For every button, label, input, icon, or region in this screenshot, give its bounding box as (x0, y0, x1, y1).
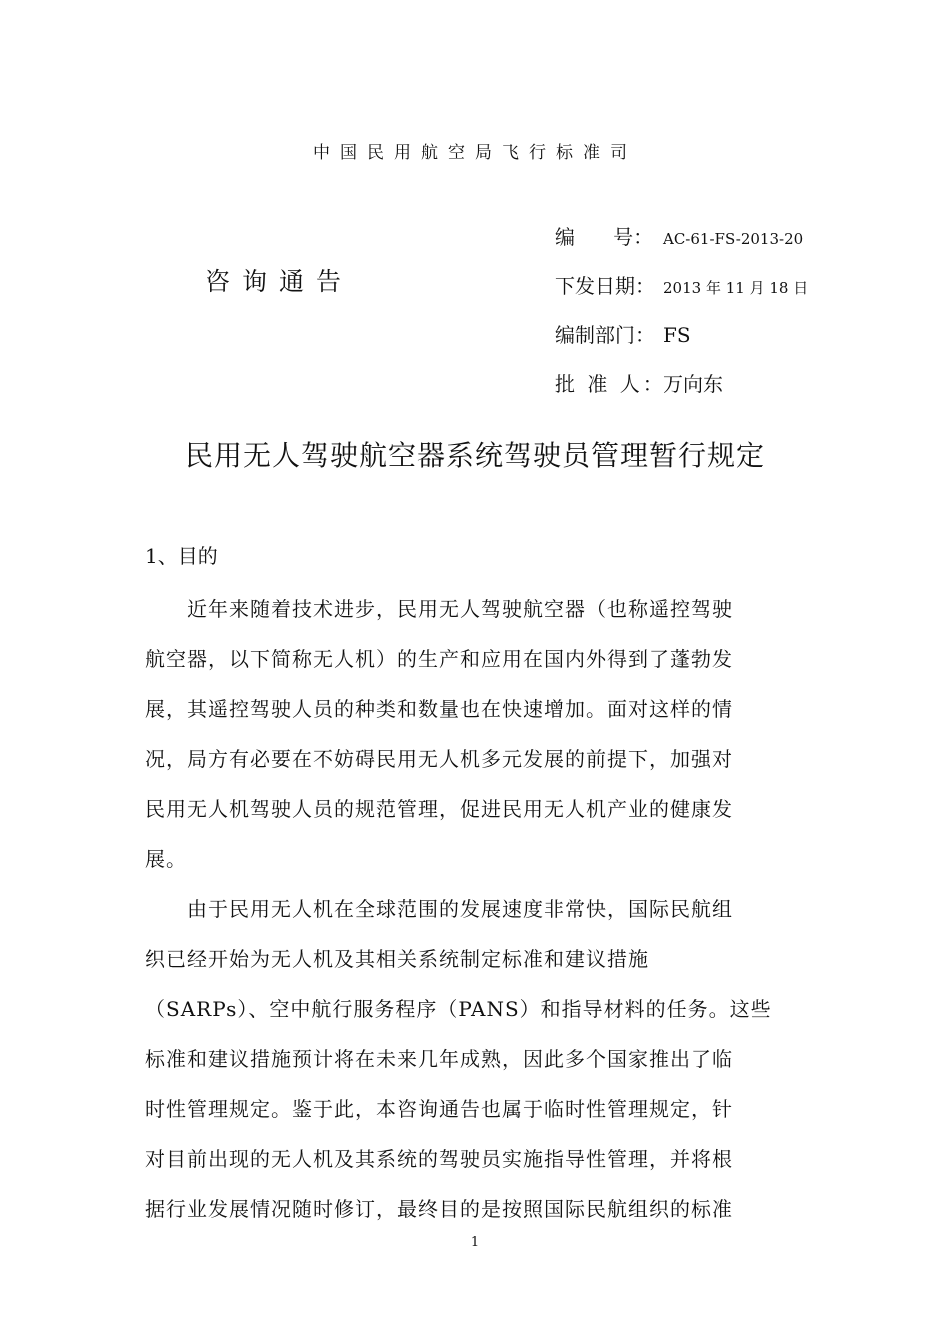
paragraph-line: 近年来随着技术进步，民用无人驾驶航空器（也称遥控驾驶 (187, 597, 733, 621)
document-metadata (555, 218, 808, 414)
paragraph-line: 据行业发展情况随时修订，最终目的是按照国际民航组织的标准 (145, 1197, 733, 1221)
meta-row-issue-date (555, 267, 808, 316)
meta-row-number (555, 218, 808, 267)
paragraph-line: 民用无人机驾驶人员的规范管理，促进民用无人机产业的健康发 (145, 797, 733, 821)
meta-value: AC-61-FS-2013-20 (663, 230, 804, 248)
meta-value: 万向东 (663, 372, 723, 396)
meta-value: FS (663, 323, 691, 347)
meta-label: 下发日期： (555, 274, 655, 298)
meta-label: 批 准 人： (555, 372, 666, 396)
paragraph-line: 由于民用无人机在全球范围的发展速度非常快，国际民航组 (187, 897, 733, 921)
meta-label: 编 号： (555, 225, 654, 249)
paragraph-line: （SARPs）、空中航行服务程序（PANS）和指导材料的任务。这些 (145, 997, 772, 1021)
meta-row-department (555, 316, 808, 365)
meta-row-approver (555, 365, 808, 414)
paragraph-line: 时性管理规定。鉴于此，本咨询通告也属于临时性管理规定，针 (145, 1097, 733, 1121)
paragraph-line: 展，其遥控驾驶人员的种类和数量也在快速增加。面对这样的情 (145, 697, 733, 721)
paragraph-line: 标准和建议措施预计将在未来几年成熟，因此多个国家推出了临 (145, 1047, 733, 1071)
paragraph-line: 对目前出现的无人机及其系统的驾驶员实施指导性管理，并将根 (145, 1147, 733, 1171)
page-number: 1 (470, 1235, 480, 1250)
notice-type: 咨询通告 (205, 267, 354, 296)
meta-value: 2013 年 11 月 18 日 (663, 279, 809, 297)
paragraph-line: 织已经开始为无人机及其相关系统制定标准和建议措施 (145, 947, 649, 971)
paragraph-line: 况，局方有必要在不妨碍民用无人机多元发展的前提下，加强对 (145, 747, 733, 771)
document-title: 民用无人驾驶航空器系统驾驶员管理暂行规定 (184, 439, 765, 472)
section-heading: 1、目的 (145, 544, 218, 568)
issuing-agency: 中国民用航空局飞行标准司 (313, 143, 637, 163)
paragraph-line: 展。 (145, 847, 187, 871)
meta-label: 编制部门： (555, 323, 655, 347)
paragraph-line: 航空器，以下简称无人机）的生产和应用在国内外得到了蓬勃发 (145, 647, 733, 671)
body-text (145, 584, 810, 1234)
